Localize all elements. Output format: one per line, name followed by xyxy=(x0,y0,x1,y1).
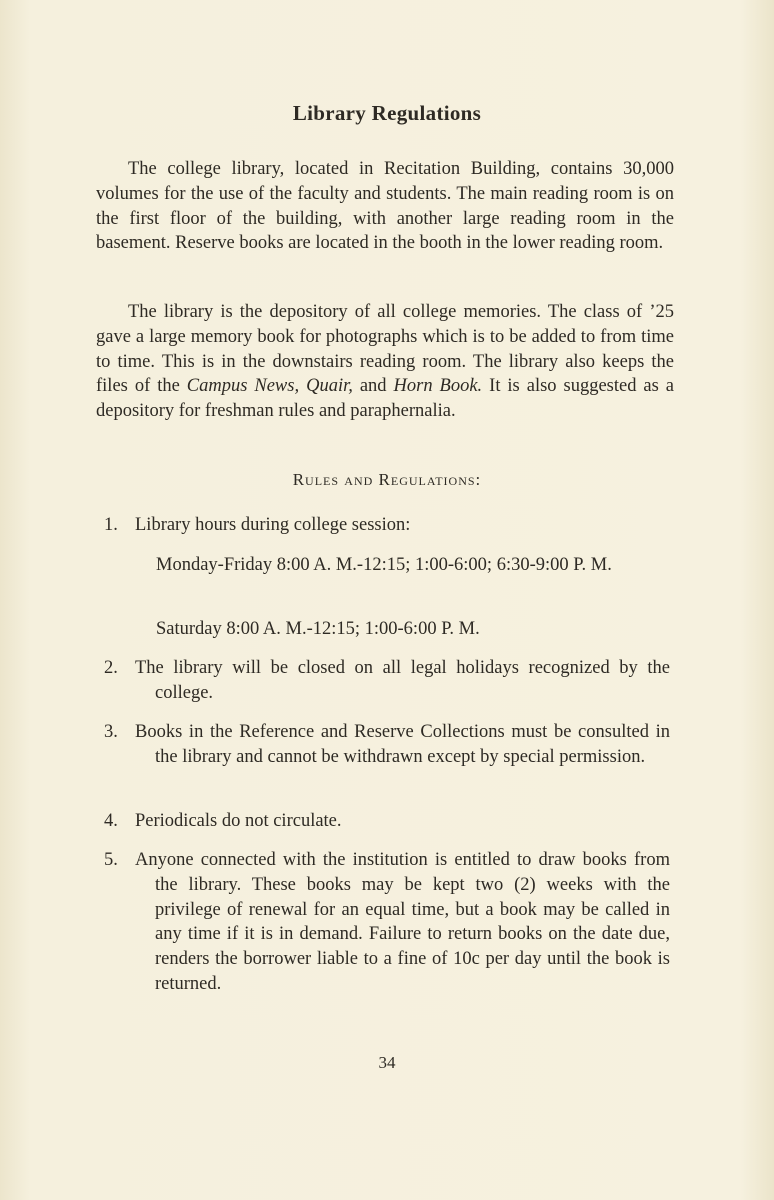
rule-text: Library hours during college session: xyxy=(135,515,411,535)
rule-item-2 xyxy=(104,656,670,706)
rule-number: 2. xyxy=(104,658,118,678)
rule-item-3 xyxy=(104,720,670,770)
quair-title: Quair, xyxy=(306,376,353,397)
rule-item-4 xyxy=(104,809,670,834)
rule-item-5 xyxy=(104,848,670,997)
rule-number: 1. xyxy=(104,515,118,535)
rule-text: The library will be closed on all legal holidays recognized by the college. xyxy=(135,658,670,703)
page-title: Library Regulations xyxy=(292,101,482,125)
rule-item-1 xyxy=(104,513,670,538)
rule-number: 5. xyxy=(104,850,118,870)
conjunction-text: and xyxy=(359,376,387,397)
depository-paragraph-start: The library is the depository of all college memories. The class of ’25 gave a large memory book for photographs which is to be added to from time to time. This is in the downstairs reading room. The library also keeps the files of the xyxy=(96,302,674,397)
horn-book-title: Horn Book. xyxy=(393,376,483,397)
rule-text: Anyone connected with the institution is entitled to draw books from the library. These books may be kept two (2) weeks with the privilege of renewal for an equal time, but a book may be called in any time if it is in demand. Failure to return books on the date due, renders the borrower liable to a fine of 10c per day until the book is returned. xyxy=(135,850,670,994)
campus-news-title: Campus News, xyxy=(186,376,300,397)
page-number: 34 xyxy=(378,1053,396,1072)
rule-text: Periodicals do not circulate. xyxy=(135,811,342,831)
rules-heading: Rules and Regulations: xyxy=(292,470,482,489)
saturday-hours: Saturday 8:00 A. M.-12:15; 1:00-6:00 P. M. xyxy=(156,619,480,639)
weekday-hours: Monday-Friday 8:00 A. M.-12:15; 1:00-6:00; 6:30-9:00 P. M. xyxy=(156,555,612,575)
rule-text: Books in the Reference and Reserve Collections must be consulted in the library and cannot be withdrawn except by special permission. xyxy=(135,722,670,767)
rule-number: 3. xyxy=(104,722,118,742)
depository-paragraph-end: It is also suggested as a depository for freshman rules and paraphernalia. xyxy=(96,376,675,422)
depository-paragraph xyxy=(96,300,674,424)
rule-number: 4. xyxy=(104,811,118,831)
intro-paragraph: The college library, located in Recitation Building, contains 30,000 volumes for the use of the faculty and students. The main reading room is on the first floor of the building, with another large reading room in the basement. Reserve books are located in the booth in the lower reading room. xyxy=(96,159,674,254)
